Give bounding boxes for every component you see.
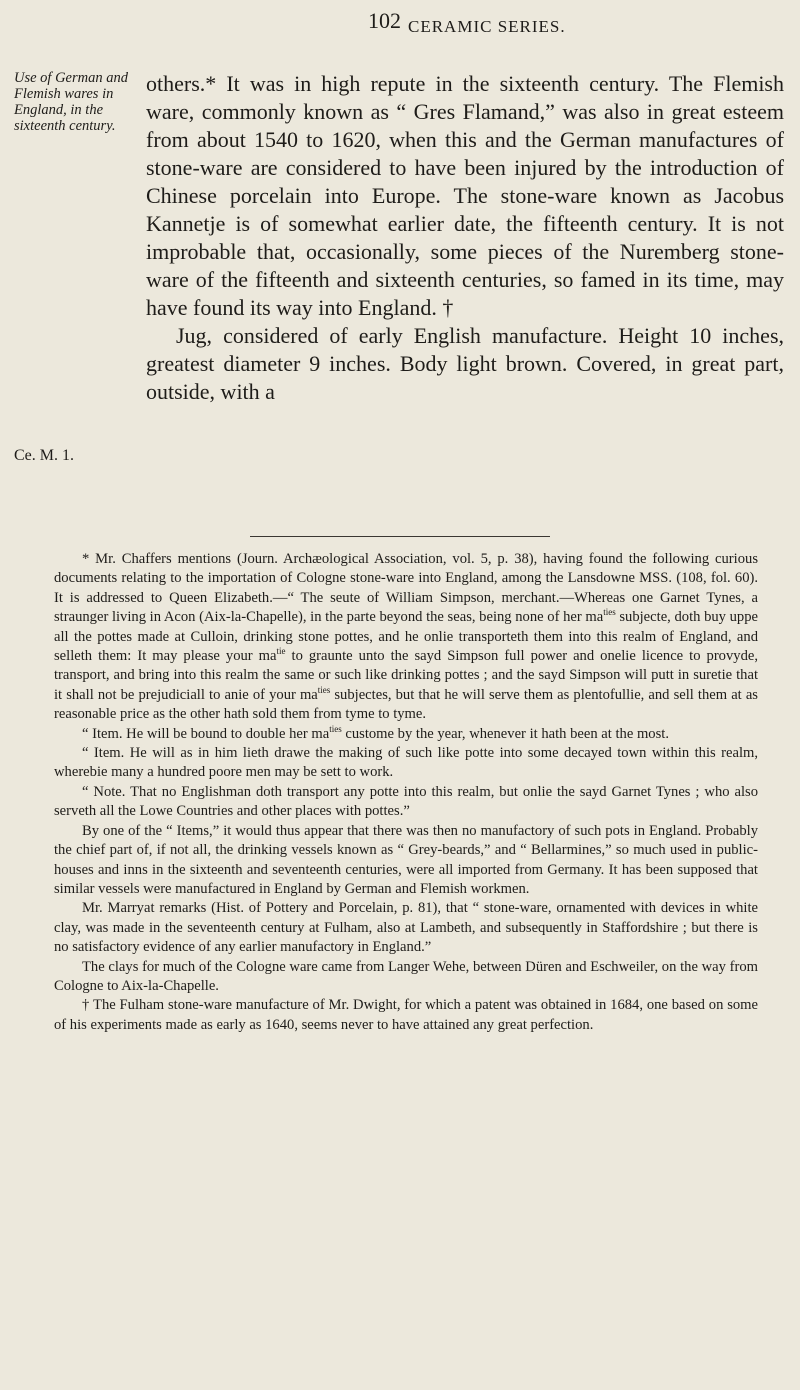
footnote-paragraph: [54, 550, 758, 725]
footnote-text: subjecte, doth buy uppe all the pottes made at Culloin, drinking stone pottes, and he onlie transporteth them into this realm of England, and selleth them: It may please your ma: [54, 609, 758, 665]
main-text: [146, 70, 784, 406]
footnote-text: * Mr. Chaffers mentions (Journ. Archæological Association, vol. 5, p. 38), having found the following curious documents relating to the importation of Cologne stone-ware into England, among the Lansdowne MSS. (108, fol. 60). It is addressed to Queen Elizabeth.—“ The seute of William Simpson, merchant.—Whereas one Garnet Tynes, a straunger living in Acon (Aix-la-Chapelle), in the parte beyond the seas, being none of her ma: [54, 551, 758, 626]
margin-note: Use of German and Flemish wares in England, in the sixteenth century.: [14, 70, 128, 134]
body-paragraph-1: others.* It was in high repute in the sixteenth century. The Flemish ware, commonly known as “ Gres Flamand,” was also in great esteem from about 1540 to 1620, when this and the German manufactures of stone-ware are considered to have been injured by the introduction of Chinese porcelain into Europe. The stone-ware known as Jacobus Kannetje is of somewhat earlier date, the fifteenth century. It is not improbable that, occasionally, some pieces of the Nuremberg stone-ware of the fifteenth and sixteenth centuries, so famed in its time, may have found its way into England. †: [146, 71, 784, 320]
superscript: ties: [317, 684, 331, 695]
superscript: ties: [329, 723, 342, 734]
footnote-paragraph: The clays for much of the Cologne ware came from Langer Wehe, between Düren and Eschweiler, on the way from Cologne to Aix-la-Chapelle.: [54, 958, 758, 994]
page-number: 102: [368, 8, 401, 33]
footnote-text: subjectes, but that he will serve them as plentofullie, and sell them at as reasonable price as the other hath sold them from tyme to tyme.: [54, 686, 758, 723]
footnote-text: “ Item. He will be bound to double her ma: [82, 725, 330, 742]
footnote-text: to graunte unto the sayd Simpson full power and onelie licence to provyde, transport, and bring into this realm the same or such like drinking pottes ; and the sayd Simpson will putt in suretie that it shall not be prejudiciall to anie of your ma: [54, 648, 758, 703]
footnote-paragraph: By one of the “ Items,” it would thus appear that there was then no manufactory of such pots in England. Probably the chief part of, if not all, the drinking vessels known as “ Grey-beards,” and “ Bellarmines,” so much used in public-houses and inns in the sixteenth and seventeenth centuries, were all imported from Germany. It has been supposed that similar vessels were manufactured in England by German and Flemish workmen.: [54, 822, 758, 897]
superscript: ties: [603, 607, 616, 618]
footnote-paragraph: “ Item. He will as in him lieth drawe the making of such like potte into some decayed town within this realm, wherebie many a hundred poore men may be sett to work.: [54, 745, 758, 781]
body-paragraph-2: Jug, considered of early English manufacture. Height 10 inches, greatest diameter 9 inches. Body light brown. Covered, in great part, outside, with a: [146, 323, 784, 404]
superscript: tie: [276, 646, 286, 657]
footnote-rule: [250, 536, 550, 537]
footnote-paragraph: Mr. Marryat remarks (Hist. of Pottery and Porcelain, p. 81), that “ stone-ware, ornamented with devices in white clay, was made in the seventeenth century at Fulham, also at Lambeth, and subsequently in Staffordshire ; but there is no satisfactory evidence of any earlier manufactory in England.”: [54, 900, 758, 956]
footnote-paragraph: † The Fulham stone-ware manufacture of Mr. Dwight, for which a patent was obtained in 1684, one based on some of his experiments made as early as 1640, seems never to have attained any great perfection.: [54, 997, 758, 1033]
catalog-reference: Ce. M. 1.: [14, 447, 74, 464]
footnote-text: custome by the year, whenever it hath been at the most.: [341, 725, 669, 742]
footnotes: [54, 550, 758, 1035]
footnote-paragraph: [54, 725, 758, 744]
running-title: CERAMIC SERIES.: [408, 17, 566, 36]
footnote-paragraph: “ Note. That no Englishman doth transport any potte into this realm, but onlie the sayd Garnet Tynes ; who also serveth all the Lowe Countries and other places with pottes.”: [54, 783, 758, 820]
